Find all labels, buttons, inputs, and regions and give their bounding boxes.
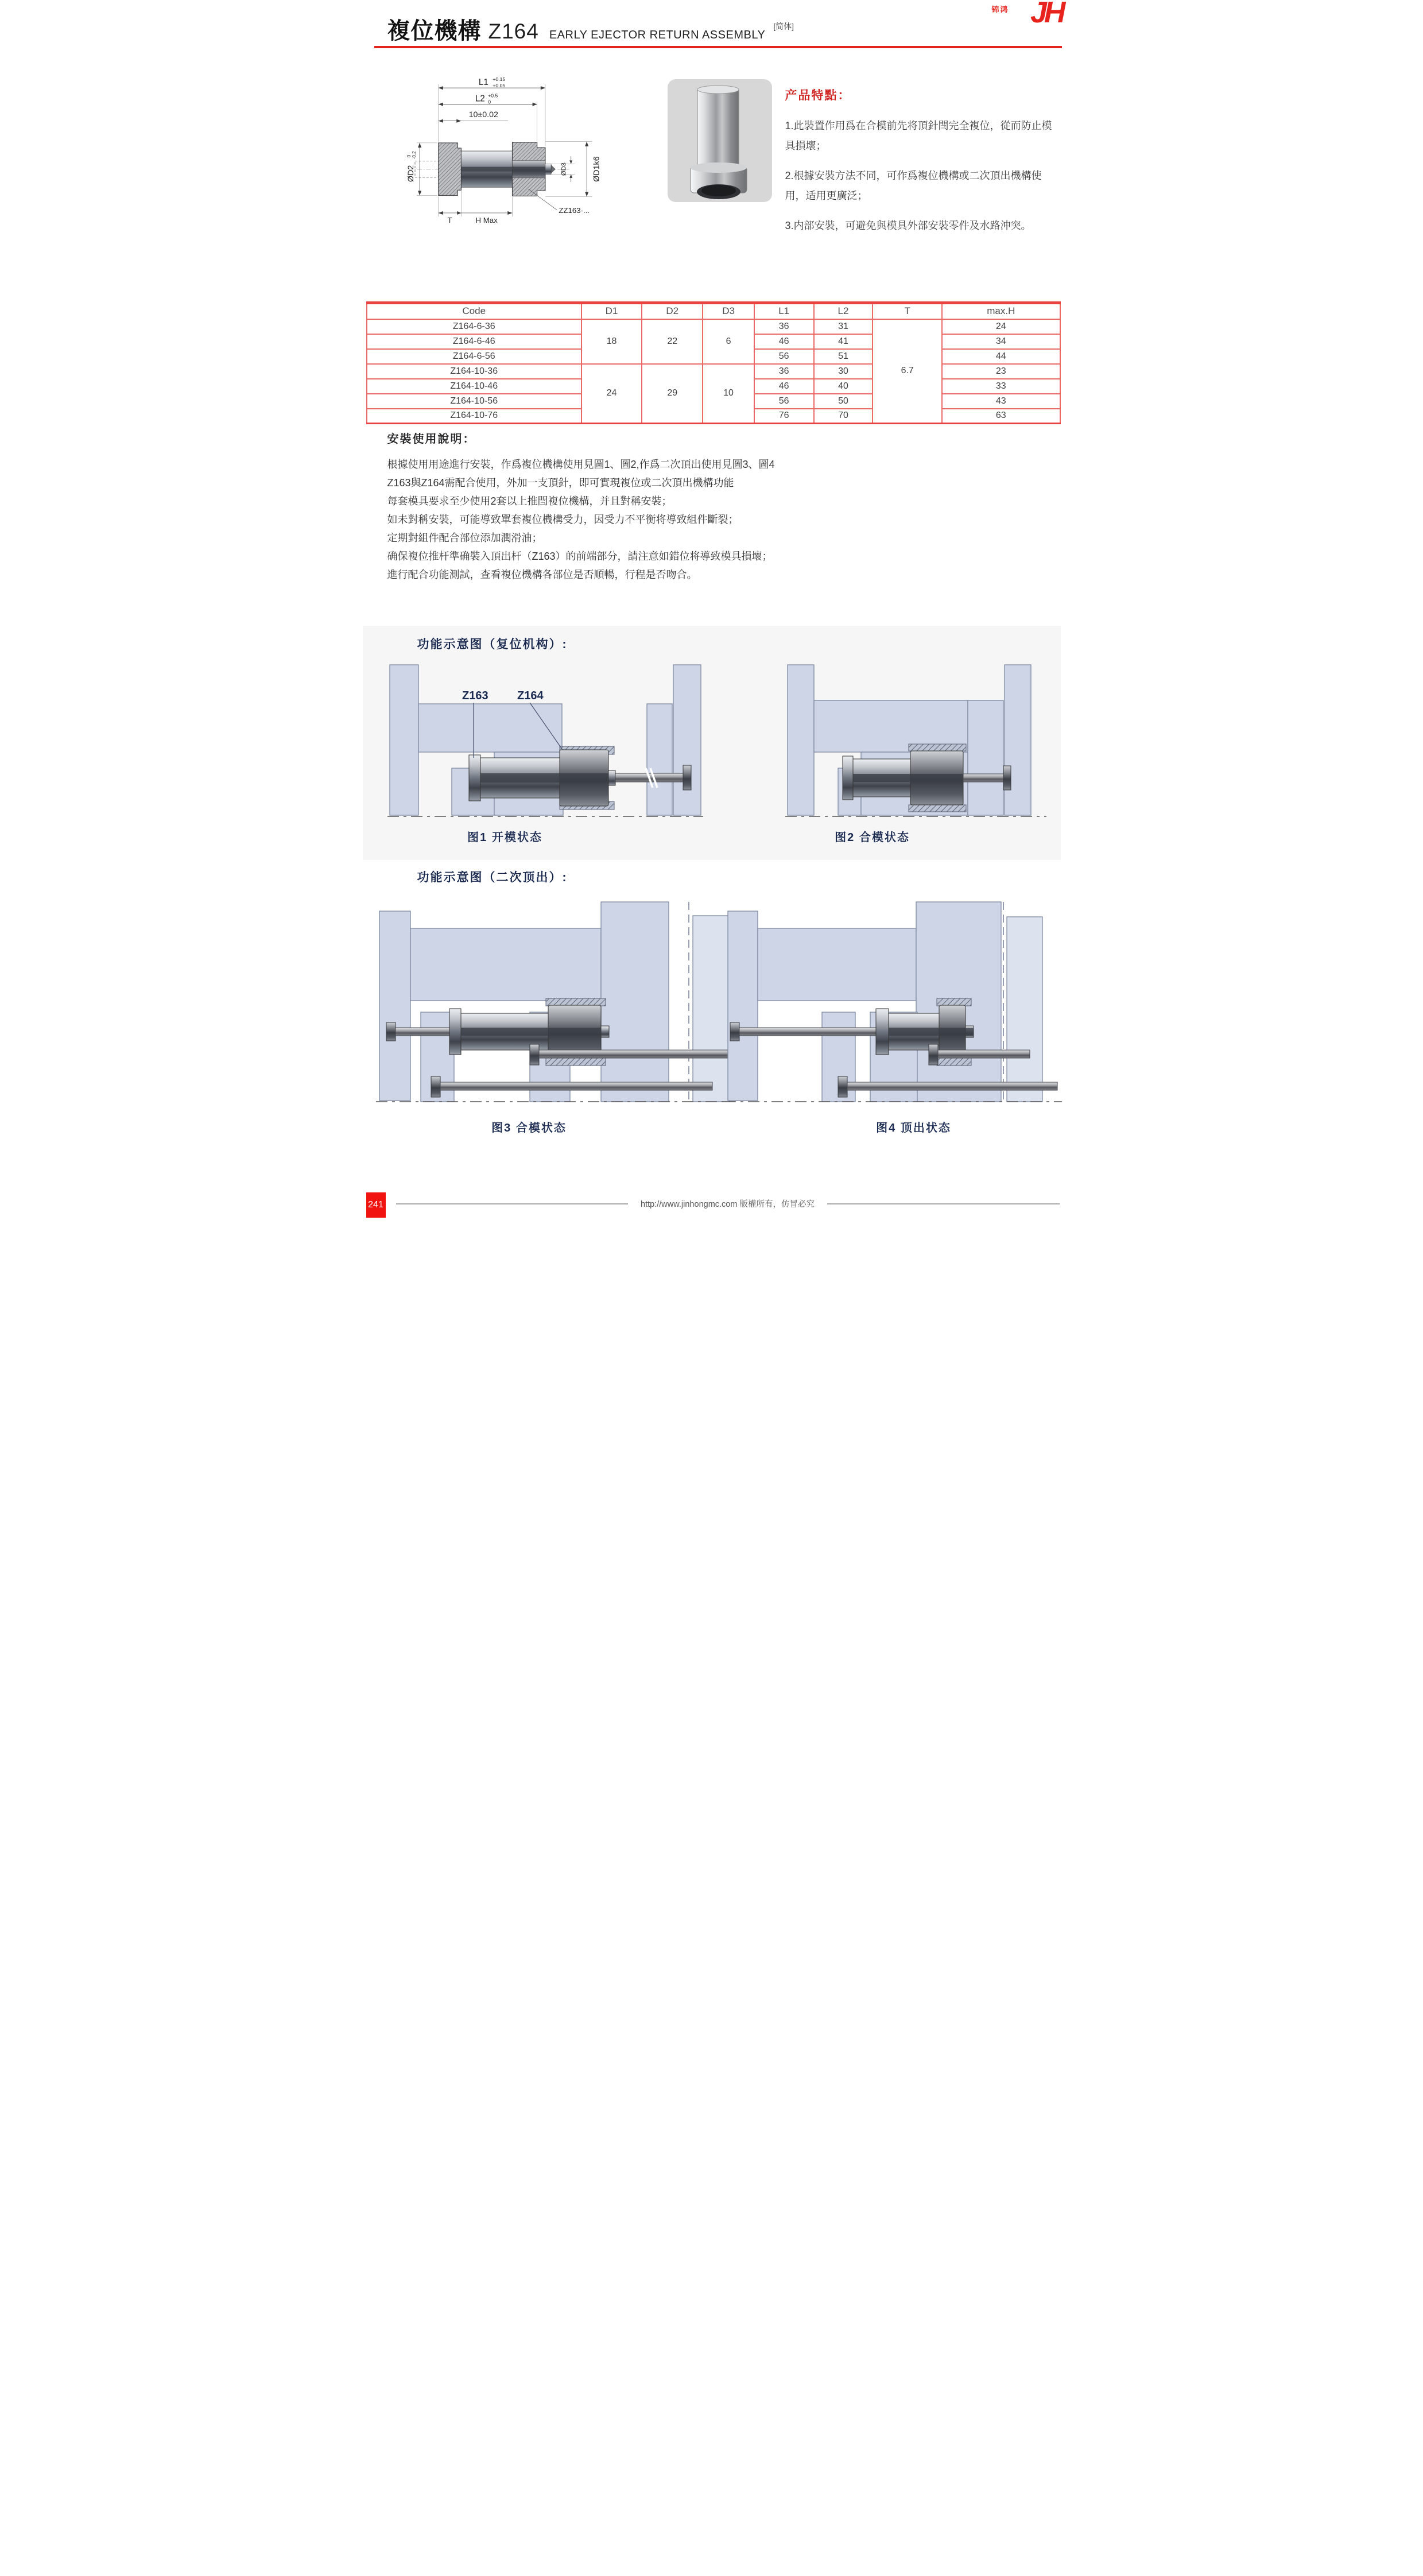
svg-text:0: 0 [406, 154, 412, 158]
dim-l1: L1 [478, 78, 488, 88]
section2-title: 功能示意图（二次顶出）: [417, 871, 568, 884]
table-row: Z164-6-56 56 51 44 [367, 349, 1060, 364]
tip [545, 164, 550, 174]
instruction-line: Z163與Z164需配合使用，外加一支頂針，即可實現複位或二次頂出機構功能 [387, 477, 734, 489]
product-photo [668, 79, 772, 202]
section1-title: 功能示意图（复位机构）: [417, 638, 568, 651]
page-number-badge: 241 [366, 1192, 386, 1218]
footer-rule-right [827, 1203, 1060, 1204]
instructions-heading: 安裝使用說明： [387, 433, 476, 446]
figure3-mold-closed [376, 898, 735, 1110]
table-row: Z164-10-56 56 50 43 [367, 394, 1060, 409]
svg-text:+0.5: +0.5 [487, 92, 498, 99]
svg-text:+0.15: +0.15 [492, 76, 505, 82]
instruction-line: 确保複位推杆準确裝入頂出杆（Z163）的前端部分，請注意如錯位将導致模具損壞； [387, 551, 773, 562]
logo-cjk-text: 锦鸿 [991, 5, 1009, 14]
figure1-mold-open [387, 660, 703, 821]
col-l2: L2 [814, 303, 873, 319]
cell-d3: 6 [703, 319, 754, 364]
instruction-line: 每套模具要求至少使用2套以上推閆複位機構，并且對稱安裝； [387, 495, 672, 507]
col-d2: D2 [642, 303, 703, 319]
table-row: Z164-10-76 76 70 63 [367, 409, 1060, 424]
features-heading: 产品特點： [785, 89, 851, 102]
feature-item: 2.根據安裝方法不同，可作爲複位機構或二次頂出機構使用，适用更廣泛； [785, 170, 1042, 202]
dim-d3: ØD3 [560, 162, 568, 176]
product-features [785, 86, 1062, 246]
label-z164: Z164 [517, 689, 544, 702]
svg-text:-0.2: -0.2 [411, 151, 417, 160]
dim-flange: 10±0.02 [468, 110, 498, 120]
col-t: T [873, 303, 942, 319]
instruction-line: 如未對稱安裝，可能導致單套複位機構受力，因受力不平衡将導致組件斷裂； [387, 514, 739, 525]
feature-item: 3.内部安裝，可避免與模具外部安裝零件及水路沖突。 [785, 220, 1032, 231]
jh-logo [991, 0, 1064, 36]
figure1-caption: 图1 开模状态 [467, 831, 542, 844]
footer-rule-left [396, 1203, 629, 1204]
figure2-caption: 图2 合模状态 [835, 831, 910, 844]
col-l1: L1 [754, 303, 814, 319]
title-en: EARLY EJECTOR RETURN ASSEMBLY [549, 29, 766, 41]
figure2-mold-closed [785, 660, 1046, 821]
dim-d1: ØD1k6 [592, 156, 602, 182]
logo-jh-letters: JH [1030, 0, 1063, 29]
title-code: Z164 [488, 20, 539, 43]
cell-d1: 18 [581, 319, 642, 364]
lang-tag: [简体] [773, 22, 794, 31]
table-header-row [367, 303, 1060, 319]
spec-table-wrap [366, 301, 1061, 424]
page-title [387, 13, 794, 45]
technical-drawing [382, 72, 613, 225]
table-row: Z164-10-36 24 29 10 36 30 23 [367, 364, 1060, 379]
cell-l2: 31 [814, 319, 873, 334]
instruction-line: 定期對組件配合部位添加潤滑油； [387, 532, 542, 544]
figure4-caption: 图4 顶出状态 [876, 1122, 951, 1134]
svg-text:+0.05: +0.05 [492, 83, 505, 89]
cell-d2: 22 [642, 319, 703, 364]
col-d3: D3 [703, 303, 754, 319]
title-cjk: 複位機構 [387, 18, 482, 44]
instruction-line: 進行配合功能測試，查看複位機構各部位是否順暢，行程是否吻合。 [387, 569, 697, 580]
dim-d2: ØD2 [406, 165, 416, 183]
product-photo-render [668, 79, 772, 202]
spec-table [366, 301, 1061, 424]
cell-code: Z164-6-36 [367, 319, 581, 334]
dim-t: T [447, 216, 452, 225]
col-maxh: max.H [942, 303, 1060, 319]
copyright-text: http://www.jinhongmc.com 版權所有，仿冒必究 [641, 1200, 815, 1209]
cell-l1: 36 [754, 319, 814, 334]
installation-instructions [387, 429, 1048, 584]
feature-item: 1.此裝置作用爲在合模前先将頂針閆完全複位，從而防止模具損壞； [785, 120, 1052, 152]
ref-label: ZZ163-... [558, 206, 590, 215]
footer [396, 1198, 1060, 1210]
table-row: Z164-6-46 46 41 34 [367, 334, 1060, 349]
svg-text:0: 0 [487, 99, 491, 105]
cell-maxh: 24 [942, 319, 1060, 334]
cell-t: 6.7 [873, 319, 942, 424]
instruction-line: 根據使用用途進行安裝，作爲複位機構使用見圖1、圖2,作爲二次頂出使用見圖3、圖4 [387, 459, 775, 470]
header-rule [374, 46, 1062, 48]
dim-h: H Max [475, 216, 498, 225]
flange-section [438, 143, 461, 196]
col-d1: D1 [581, 303, 642, 319]
label-z163: Z163 [462, 689, 488, 702]
table-row: Z164-10-46 46 40 33 [367, 379, 1060, 394]
table-row [367, 319, 1060, 334]
dim-l2: L2 [475, 94, 485, 104]
figure3-caption: 图3 合模状态 [491, 1122, 567, 1134]
figure4-ejected [724, 898, 1062, 1110]
catalog-page [356, 0, 1068, 1288]
col-code: Code [367, 303, 581, 319]
